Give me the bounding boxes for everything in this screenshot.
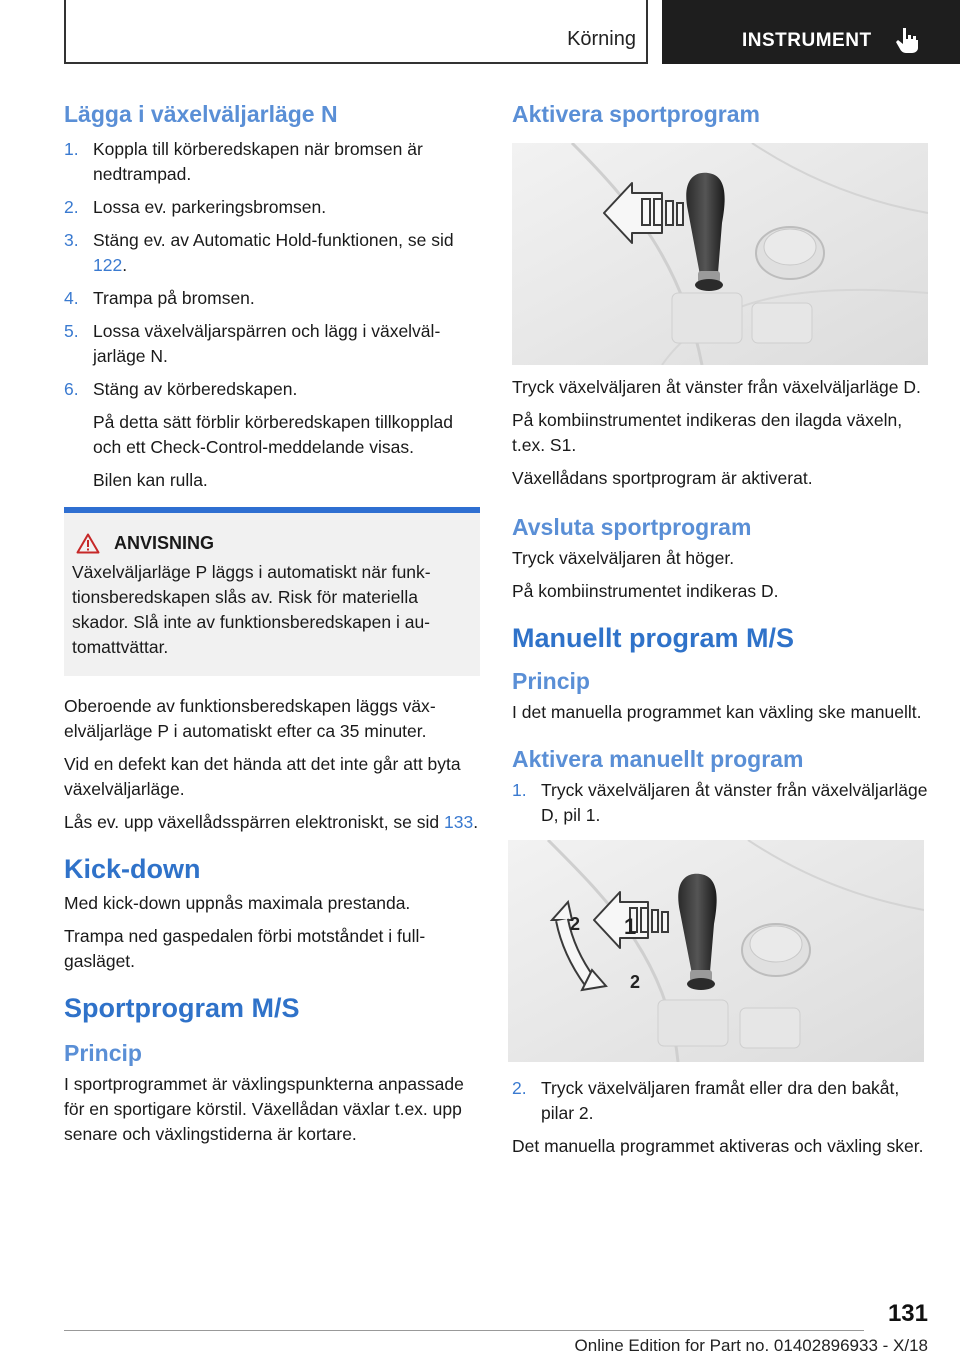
page-reference-link[interactable]: 122 xyxy=(93,254,123,275)
footer-edition: Online Edition for Part no. 01402896933 - X/18 xyxy=(574,1336,928,1355)
step-number: 2. xyxy=(512,1077,527,1098)
paragraph: Tryck växelväljaren åt vänster från växelväljarläge D. xyxy=(512,376,921,397)
arrow-label-2-bottom: 2 xyxy=(630,971,641,992)
paragraph xyxy=(64,810,480,835)
paragraph: Med kick-down uppnås maximala prestanda. xyxy=(64,892,411,913)
gear-selector-illustration-left xyxy=(512,143,928,365)
step-number: 3. xyxy=(64,229,79,250)
paragraph: Vid en defekt kan det hända att det inte går att byta växelväljarläge. xyxy=(64,753,461,799)
list-item xyxy=(64,228,480,278)
header-chapter-tab xyxy=(662,0,960,64)
page-reference-link[interactable]: 133 xyxy=(444,811,474,832)
section-title-end-sport: Avsluta sportprogram xyxy=(512,513,752,540)
step-note: Bilen kan rulla. xyxy=(93,469,208,490)
header-chapter-label: INSTRUMENT xyxy=(742,30,872,51)
list-item xyxy=(512,1076,928,1126)
section-title-sport: Sportprogram M/S xyxy=(64,992,300,1023)
paragraph: I sportprogrammet är växlingspunkterna anpassade för en sportigare körstil. Växellådan växlar t.ex. upp senare och växlingstiderna är kortare. xyxy=(64,1074,464,1144)
warning-title-text: ANVISNING xyxy=(114,532,215,553)
paragraph: Oberoende av funktionsberedskapen läggs växelväljarläge P i automatiskt efter ca 35 minuter. xyxy=(64,695,436,741)
arrow-label-1: 1 xyxy=(624,913,637,939)
paragraph: Det manuella programmet aktiveras och växling sker. xyxy=(512,1135,924,1156)
list-item xyxy=(64,286,480,311)
gear-selector-arrows-drawing xyxy=(508,840,924,1062)
paragraph: Trampa ned gaspedalen förbi motståndet i fullgasläget. xyxy=(64,925,426,971)
subsection-title-principle: Princip xyxy=(64,1040,142,1067)
list-item xyxy=(64,195,480,220)
list-item xyxy=(64,319,480,369)
header-rule-middle xyxy=(646,0,648,64)
header-rule-bottom xyxy=(64,62,648,64)
paragraph: Växellådans sportprogram är aktiverat. xyxy=(512,467,813,488)
paragraph-text-end: . xyxy=(473,811,479,832)
step-text: Stäng av körberedskapen. xyxy=(93,378,298,399)
step-text-end: . xyxy=(122,254,128,275)
step-text: Koppla till körberedskapen när bromsen är nedtrampad. xyxy=(93,138,423,184)
step-number: 6. xyxy=(64,378,79,399)
section-title-activate-sport: Aktivera sportprogram xyxy=(512,101,760,127)
list-item xyxy=(512,778,928,828)
step-text: Lossa växelväljarspärren och lägg i växelväljarläge N. xyxy=(93,320,441,366)
section-title-kickdown: Kick-down xyxy=(64,853,201,884)
step-text: Tryck växelväljaren åt vänster från växelväljarläge D, pil 1. xyxy=(541,779,928,825)
page-number: 131 xyxy=(887,1300,928,1327)
paragraph-text: Lås ev. upp växellådsspärren elektroniskt, se sid xyxy=(64,811,445,832)
step-note: På detta sätt förblir körberedskapen tillkopplad och ett Check-Control-meddelande visas. xyxy=(93,411,453,457)
right-column xyxy=(512,100,928,1167)
step-text: Tryck växelväljaren framåt eller dra den bakåt, pilar 2. xyxy=(541,1077,900,1123)
hand-pointing-icon xyxy=(894,26,920,54)
manual-steps-list xyxy=(512,778,928,828)
header-rule-left xyxy=(64,0,66,64)
section-title-manual: Manuellt program M/S xyxy=(512,622,795,653)
paragraph: På kombiinstrumentet indikeras den ilagda växeln, t.ex. S1. xyxy=(512,409,903,455)
step-number: 4. xyxy=(64,287,79,308)
step-number: 5. xyxy=(64,320,79,341)
paragraph: I det manuella programmet kan växling ske manuellt. xyxy=(512,702,922,722)
gear-selector-illustration-arrows xyxy=(508,840,924,1062)
step-number: 1. xyxy=(64,138,79,159)
warning-box xyxy=(64,507,480,676)
arrow-label-2-top: 2 xyxy=(570,913,581,934)
paragraph: På kombiinstrumentet indikeras D. xyxy=(512,580,779,601)
manual-steps-list-continued xyxy=(512,1076,928,1126)
gear-selector-drawing xyxy=(512,143,928,365)
paragraph: Tryck växelväljaren åt höger. xyxy=(512,547,735,568)
section-title-activate-manual: Aktivera manuellt program xyxy=(512,746,804,772)
footer-rule xyxy=(64,1330,864,1331)
neutral-steps-list xyxy=(64,137,480,493)
warning-text: Växelväljarläge P läggs i automatiskt när funktionsberedskapen slås av. Risk för materiella skador. Slå inte av funktionsberedskapen i automattvättar. xyxy=(72,561,431,657)
subsection-title-manual-principle: Princip xyxy=(512,668,590,695)
step-number: 2. xyxy=(64,196,79,217)
left-column xyxy=(64,100,480,1155)
header-section-label: Körning xyxy=(567,28,636,50)
list-item xyxy=(64,377,480,493)
warning-title xyxy=(72,533,472,554)
step-number: 1. xyxy=(512,779,527,800)
step-text: Stäng ev. av Automatic Hold-funktionen, se sid xyxy=(93,229,454,250)
section-title-neutral: Lägga i växelväljarläge N xyxy=(64,101,338,127)
list-item xyxy=(64,137,480,187)
step-text: Lossa ev. parkeringsbromsen. xyxy=(93,196,327,217)
step-text: Trampa på bromsen. xyxy=(93,287,255,308)
warning-triangle-icon xyxy=(76,533,100,554)
